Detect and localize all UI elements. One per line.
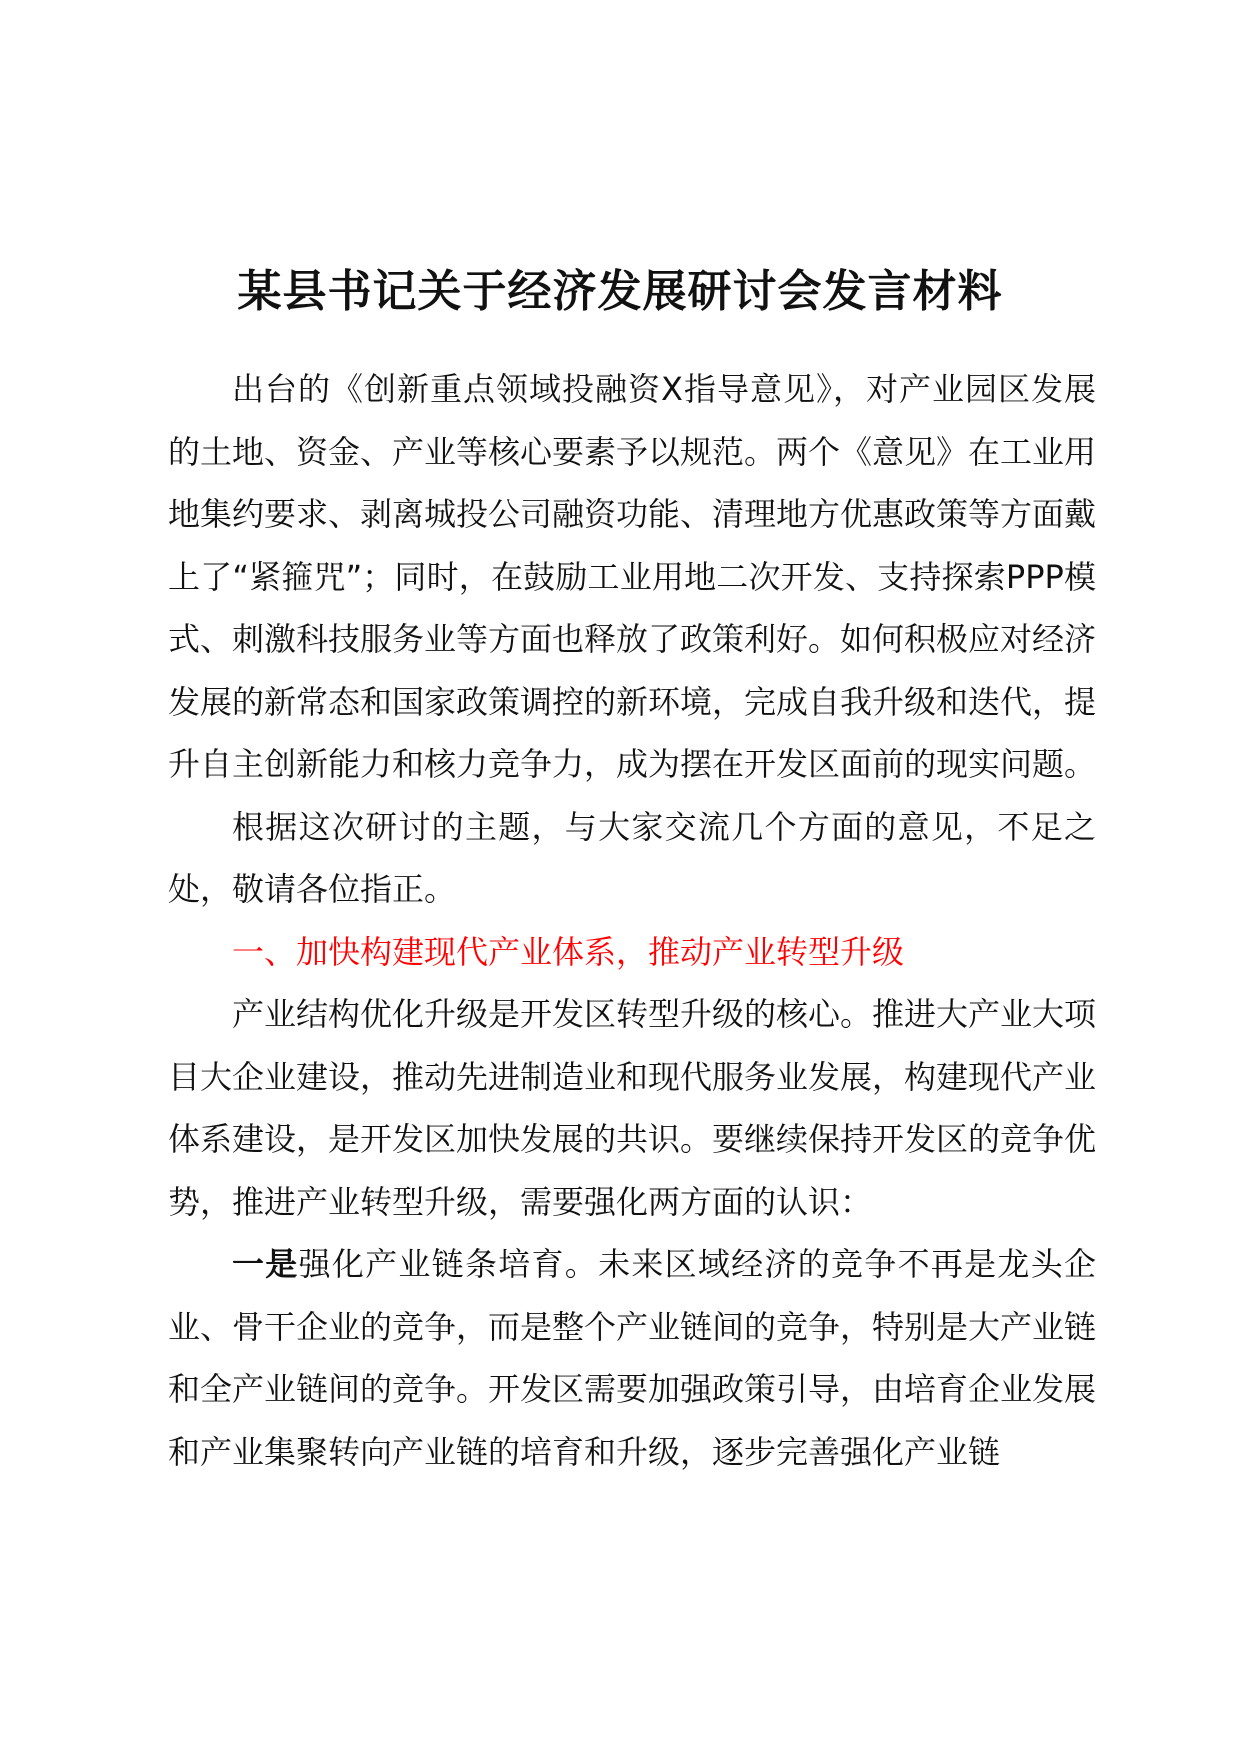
point-one-text: 强化产业链条培育。未来区域经济的竞争不再是龙头企业、骨干企业的竞争，而是整个产业链间的竞争，特别是大产业链和全产业链间的竞争。开发区需要加强政策引导，由培育企业发展和产业集聚转向产业链的培育和升级，逐步完善强化产业链 (168, 1245, 1097, 1471)
document-body (168, 358, 1096, 1483)
paragraph-topic: 根据这次研讨的主题，与大家交流几个方面的意见，不足之处，敬请各位指正。 (168, 807, 1096, 908)
paragraph-industry-structure: 产业结构优化升级是开发区转型升级的核心。推进大产业大项目大企业建设，推动先进制造业和现代服务业发展，构建现代产业体系建设，是开发区加快发展的共识。要继续保持开发区的竞争优势，推进产业转型升级，需要强化两方面的认识： (168, 995, 1097, 1221)
section-heading-1: 一、加快构建现代产业体系，推动产业转型升级 (232, 932, 905, 971)
point-one-lead: 一是 (232, 1245, 299, 1283)
document-title: 某县书记关于经济发展研讨会发言材料 (237, 266, 1003, 317)
paragraph-intro: 出台的《创新重点领域投融资X指导意见》，对产业园区发展的土地、资金、产业等核心要素予以规范。两个《意见》在工业用地集约要求、剥离城投公司融资功能、清理地方优惠政策等方面戴上了“紧箍咒”；同时，在鼓励工业用地二次开发、支持探索PPP模式、刺激科技服务业等方面也释放了政策利好。如何积极应对经济发展的新常态和国家政策调控的新环境，完成自我升级和迭代，提升自主创新能力和核力竞争力，成为摆在开发区面前的现实问题。 (168, 370, 1097, 783)
paragraph-point-one (168, 1233, 1096, 1483)
